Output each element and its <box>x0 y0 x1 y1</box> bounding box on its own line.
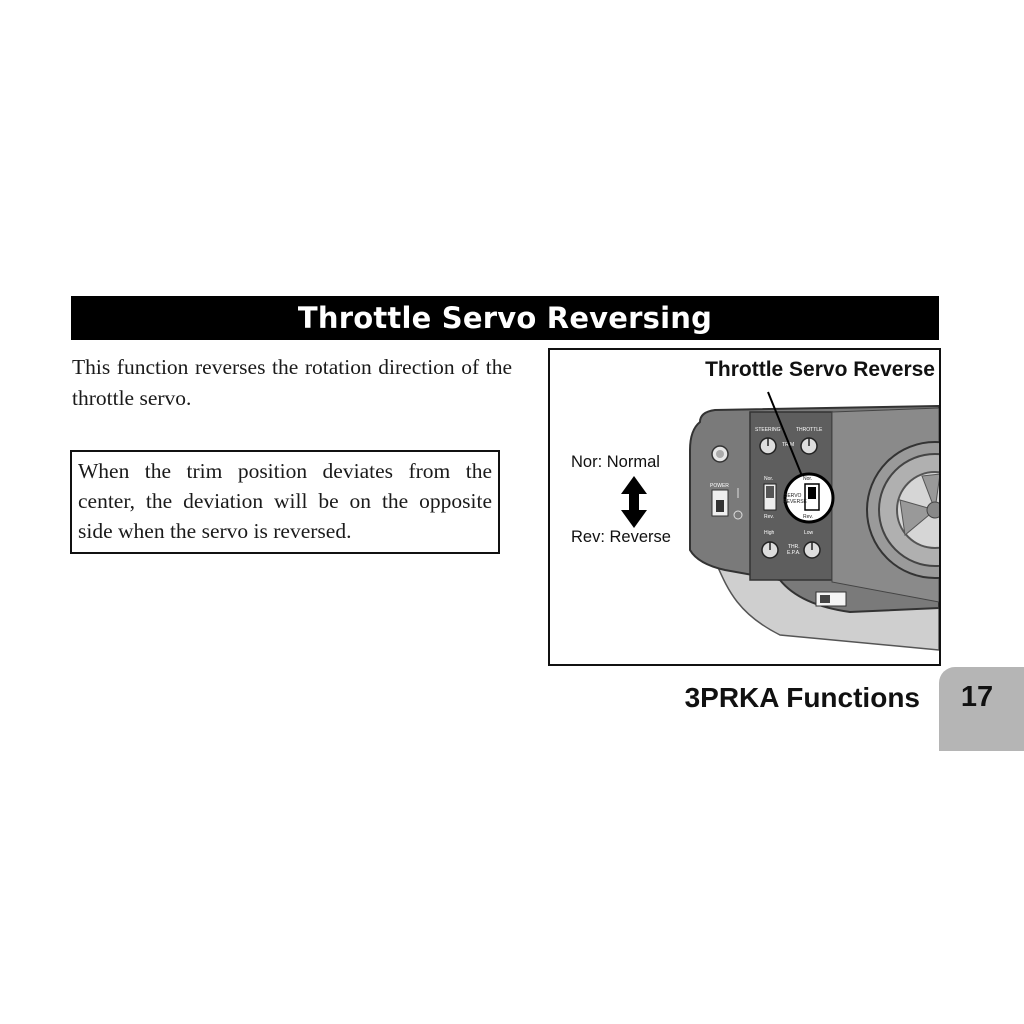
power-led-icon <box>712 446 728 462</box>
thr-text: THR. <box>788 544 800 550</box>
section-title: Throttle Servo Reversing <box>297 301 713 335</box>
throttle-epa-dial-icon <box>804 542 820 558</box>
double-arrow-vertical-icon <box>621 476 647 528</box>
nor-label: Nor: Normal <box>571 453 660 471</box>
section-title-bar <box>71 296 939 340</box>
epa-text: E.P.A. <box>787 550 801 556</box>
steering-text: STEERING <box>755 427 781 433</box>
steering-dr-dial-icon <box>762 542 778 558</box>
reverse-text: REVERSE <box>783 499 807 505</box>
rev-label: Rev: Reverse <box>571 528 671 546</box>
page-number: 17 <box>960 681 994 713</box>
steering-trim-dial-icon <box>760 438 776 454</box>
high-text: High <box>764 530 775 536</box>
intro-paragraph: This function reverses the rotation direction of the throttle servo. <box>72 355 512 410</box>
throttle-text: THROTTLE <box>796 427 823 433</box>
page-number-tab <box>939 667 1024 751</box>
throttle-rev-text: Rev. <box>803 514 813 520</box>
transmitter-illustration <box>550 350 939 664</box>
transmitter-figure <box>548 348 941 666</box>
low-text: Low <box>804 530 814 536</box>
note-box: When the trim position deviates from the center, the deviation will be on the opposite side when the servo is reversed. <box>70 450 500 554</box>
throttle-nor-text: Nor. <box>803 476 813 482</box>
servo-reverse-highlight <box>783 474 833 522</box>
power-text: POWER <box>710 483 729 489</box>
footer-section-title: 3PRKA Functions <box>684 682 920 713</box>
trim-text: TRIM <box>782 442 795 448</box>
figure-title: Throttle Servo Reverse <box>705 358 935 381</box>
throttle-trim-dial-icon <box>801 438 817 454</box>
steering-nor-text: Nor. <box>764 476 774 482</box>
servo-text: SERVO <box>784 493 802 499</box>
steering-rev-text: Rev. <box>764 514 774 520</box>
